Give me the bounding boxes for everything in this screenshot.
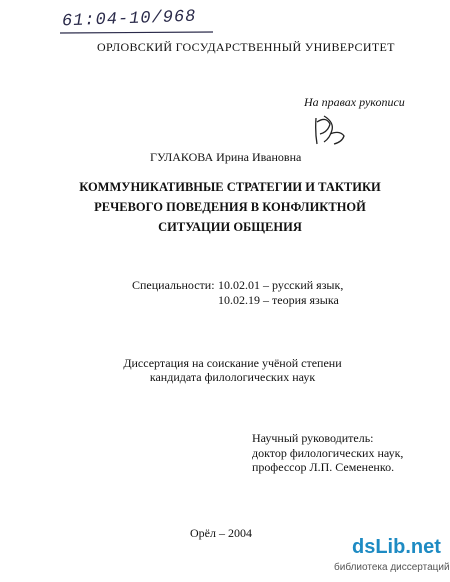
specialties-label: Специальности:: [132, 278, 215, 292]
dslib-watermark: [352, 536, 444, 559]
archive-code-handwritten: 61:04-10/968: [61, 7, 197, 32]
title-line-2: РЕЧЕВОГО ПОВЕДЕНИЯ В КОНФЛИКТНОЙ: [94, 200, 366, 214]
title-line-1: КОММУНИКАТИВНЫЕ СТРАТЕГИИ И ТАКТИКИ: [79, 180, 381, 194]
supervisor-label: Научный руководитель:: [252, 431, 374, 445]
place-year: Орёл – 2004: [190, 526, 252, 540]
supervisor-name: профессор Л.П. Семененко.: [252, 460, 395, 474]
degree-line-1: Диссертация на соискание учёной степени: [123, 356, 342, 370]
watermark-brand: dsLib.net: [352, 536, 441, 558]
archive-code-underline: [58, 30, 218, 36]
supervisor-degree: доктор филологических наук,: [252, 446, 404, 460]
university-name: ОРЛОВСКИЙ ГОСУДАРСТВЕННЫЙ УНИВЕРСИТЕТ: [97, 40, 395, 54]
author-name: ГУЛАКОВА Ирина Ивановна: [150, 150, 302, 164]
manuscript-rights: На правах рукописи: [304, 95, 405, 109]
title-line-3: СИТУАЦИИ ОБЩЕНИЯ: [158, 220, 302, 234]
watermark-subtitle: библиотека диссертаций: [334, 562, 450, 573]
specialty-2: 10.02.19 – теория языка: [218, 293, 339, 307]
degree-line-2: кандидата филологических наук: [149, 370, 316, 384]
signature-icon: [306, 112, 352, 148]
dissertation-title: [70, 177, 390, 237]
specialty-1: 10.02.01 – русский язык,: [218, 278, 344, 292]
